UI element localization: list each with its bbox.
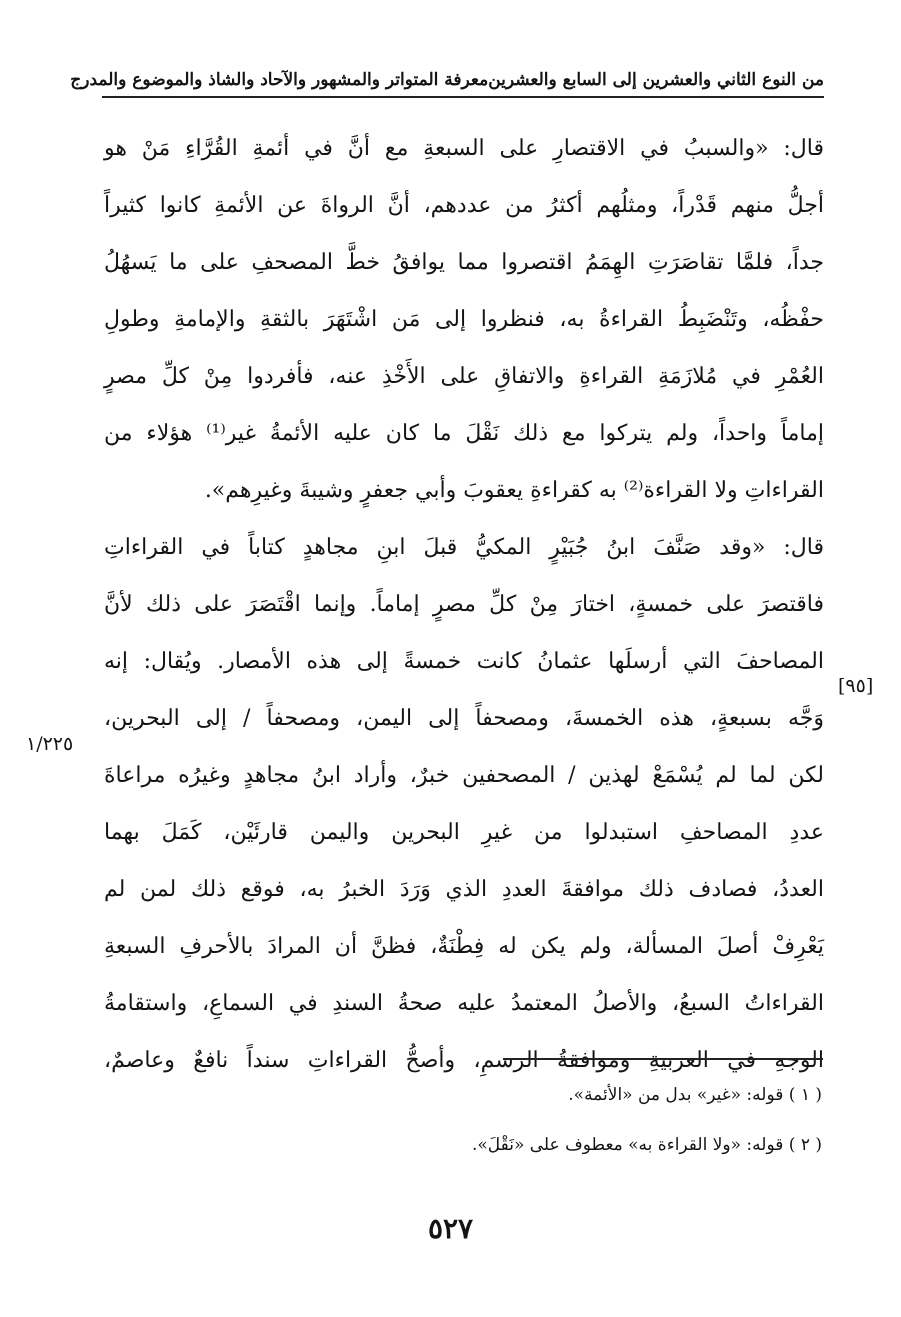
text-line: عددِ المصاحفِ استبدلوا من غيرِ البحرين واليمن قارئَيْن، كَمَلَ بهما: [104, 820, 824, 845]
text-line: العددُ، فصادف ذلك موافقةَ العددِ الذي وَرَدَ الخبرُ به، فوقع ذلك لمن لم: [104, 877, 824, 902]
text-line: العُمْرِ في مُلازَمَةِ القراءةِ والاتفاقِ على الأَخْذِ عنه، فأفردوا مِنْ كلِّ مصرٍ: [104, 364, 824, 389]
text-line: إماماً واحداً، ولم يتركوا مع ذلك نَقْلَ ما كان عليه الأئمةُ غير⁽¹⁾ هؤلاء من: [104, 421, 824, 446]
footnotes: [300, 1070, 822, 1170]
text-line: القراءاتِ ولا القراءة⁽²⁾ به كقراءةِ يعقوبَ وأبي جعفرٍ وشيبةَ وغيرِهم».: [204, 478, 824, 503]
main-text: [104, 120, 824, 1089]
header-topic: معرفة المتواتر والمشهور والآحاد والشاذ والموضوع والمدرج: [70, 70, 489, 90]
text-line: قال: «وقد صَنَّفَ ابنُ جُبَيْرٍ المكيُّ قبلَ ابنِ مجاهدٍ كتاباً في القراءاتِ: [104, 535, 824, 560]
text-line: المصاحفَ التي أرسلَها عثمانُ كانت خمسةً إلى هذه الأمصار. ويُقال: إنه: [104, 649, 824, 674]
header-chapter-range: من النوع الثاني والعشرين إلى السابع والعشرين: [488, 70, 824, 90]
text-line: القراءاتُ السبعُ، والأصلُ المعتمدُ عليه صحةُ السندِ في السماعِ، واستقامةُ: [104, 991, 824, 1016]
margin-folio-manuscript: [٩٥]: [838, 675, 874, 697]
footnote: ( ١ ) قوله: «غير» بدل من «الأئمة».: [568, 1085, 822, 1105]
text-line: فاقتصرَ على خمسةٍ، اختارَ مِنْ كلِّ مصرٍ إماماً. وإنما اقْتَصَرَ على ذلك لأنَّ: [104, 592, 824, 617]
header-rule: [102, 96, 824, 98]
footnote: ( ٢ ) قوله: «ولا القراءة به» معطوف على «نَقْلَ».: [471, 1135, 822, 1155]
text-line: يَعْرِفْ أصلَ المسألة، ولم يكن له فِطْنَةٌ، فظنَّ أن المرادَ بالأحرفِ السبعةِ: [104, 934, 824, 959]
text-line: حفْظُه، وتَنْضَبِطُ القراءةُ به، فنظروا إلى مَن اشْتَهَرَ بالثقةِ والإمامةِ وطولِ: [104, 307, 824, 332]
margin-folio-print: ١/٢٢٥: [26, 733, 74, 755]
text-line: أجلُّ منهم قَدْراً، ومثلُهم أكثرُ من عددهم، أنَّ الرواةَ عن الأئمةِ كانوا كثيراً: [104, 193, 824, 218]
footnote-separator: [503, 1058, 823, 1060]
text-line: لكن لما لم يُسْمَعْ لهذين / المصحفين خبرٌ، وأراد ابنُ مجاهدٍ وغيرُه مراعاةَ: [104, 763, 824, 788]
page-number: ٥٢٧: [427, 1212, 474, 1245]
text-line: وَجَّه بسبعةٍ، هذه الخمسةَ، ومصحفاً إلى اليمن، ومصحفاً / إلى البحرين،: [104, 706, 824, 731]
running-header: [70, 55, 824, 90]
text-line: الوجهِ في العربيةِ وموافقةُ الرسمِ، وأصحُّ القراءاتِ سنداً نافعٌ وعاصمٌ،: [104, 1048, 824, 1073]
text-line: جداً، فلمَّا تقاصَرَتِ الهِمَمُ اقتصروا مما يوافقُ خطَّ المصحفِ على ما يَسهُلُ: [104, 250, 824, 275]
text-line: قال: «والسببُ في الاقتصارِ على السبعةِ مع أنَّ في أئمةِ القُرَّاءِ مَنْ هو: [104, 136, 824, 161]
